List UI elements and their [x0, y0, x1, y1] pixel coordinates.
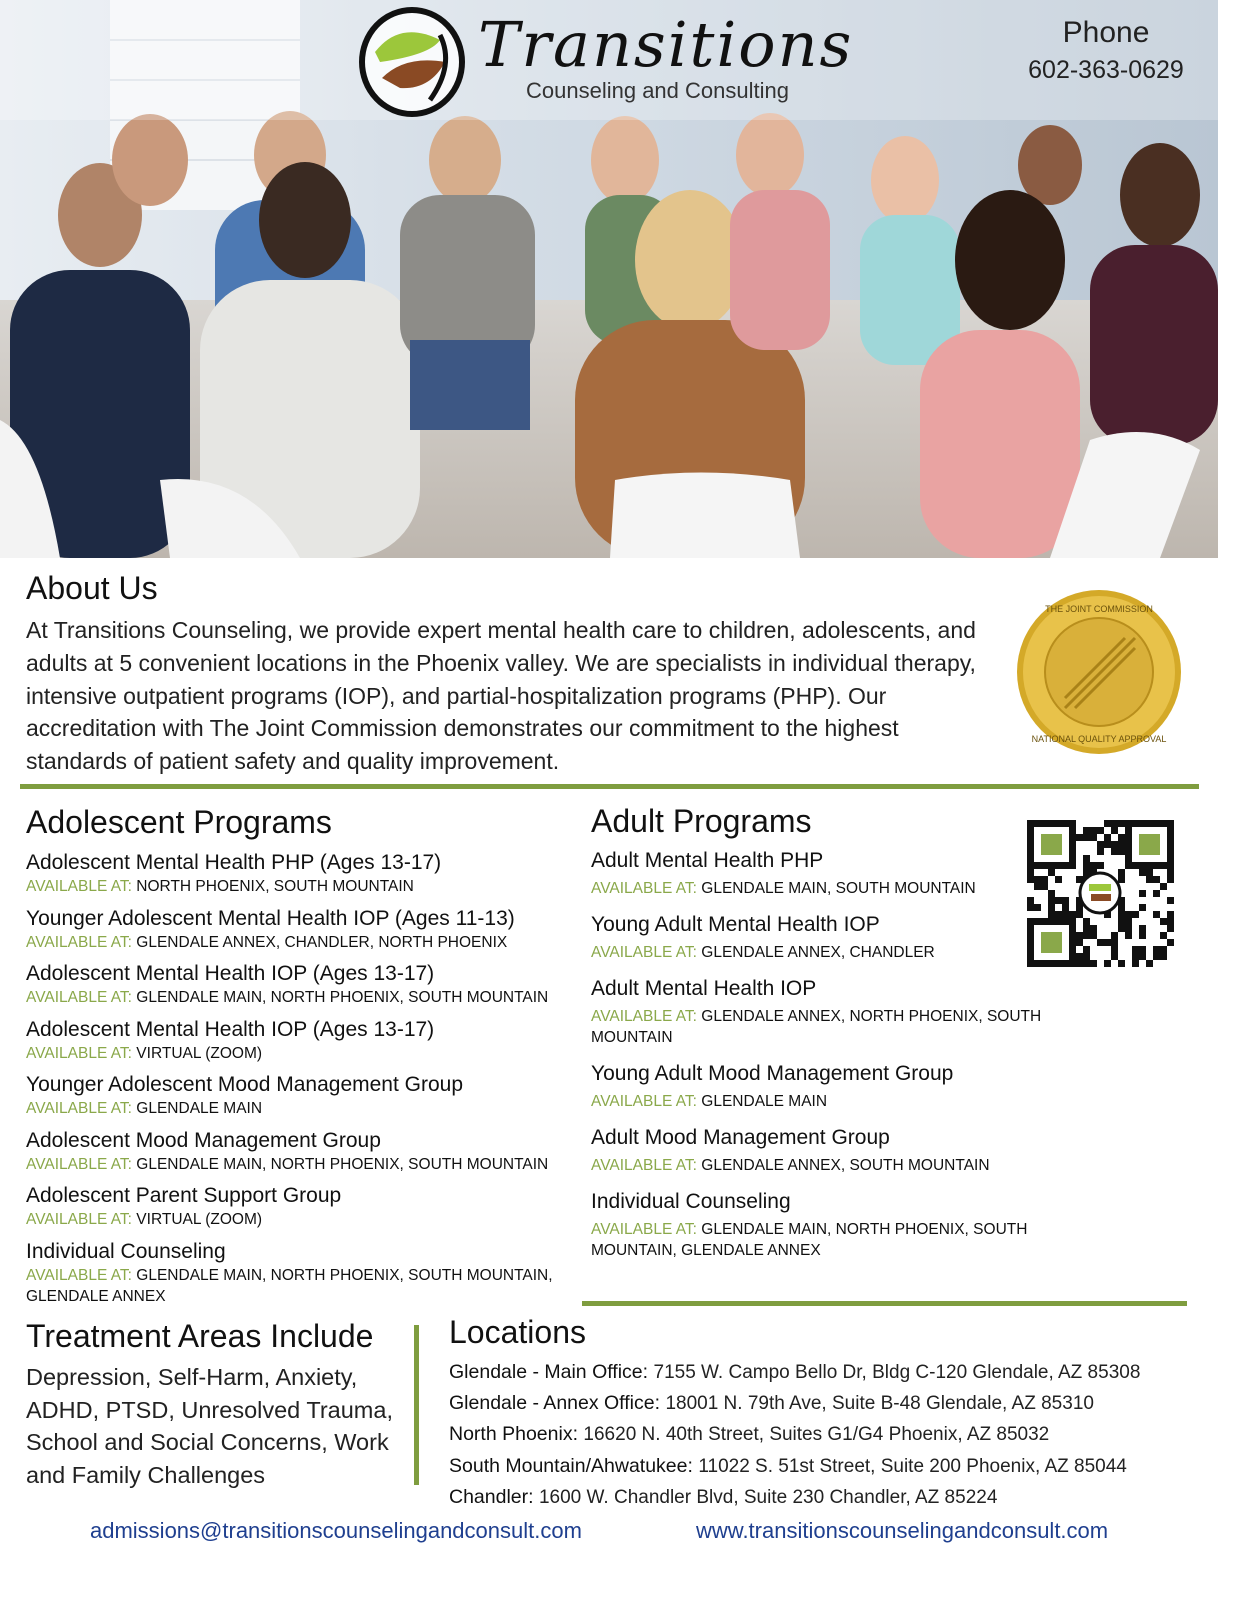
program-item — [591, 912, 1061, 963]
location-address: 1600 W. Chandler Blvd, Suite 230 Chandler, AZ 85224 — [538, 1486, 998, 1508]
available-at-label: AVAILABLE AT: — [591, 1093, 697, 1110]
phone-number[interactable]: 602-363-0629 — [1028, 56, 1184, 84]
about-body: At Transitions Counseling, we provide expert mental health care to children, adolescents, and adults at 5 convenient locations in the Phoenix valley. We are specialists in individual therapy, intensive outpatient programs (IOP), and partial-hospitalization programs (PHP). Our accreditation with The Joint Commission demonstrates our commitment to the highest standards of patient safety and quality improvement. — [26, 617, 976, 775]
location-item — [449, 1451, 1219, 1482]
program-title: Young Adult Mood Management Group — [591, 1062, 954, 1085]
program-title: Individual Counseling — [591, 1190, 791, 1213]
location-address: 16620 N. 40th Street, Suites G1/G4 Phoenix, AZ 85032 — [583, 1424, 1050, 1446]
available-at-label: AVAILABLE AT: — [26, 1044, 132, 1062]
program-item — [26, 850, 586, 906]
location-name: South Mountain/Ahwatukee: — [449, 1454, 693, 1477]
program-locations: GLENDALE MAIN — [701, 1093, 828, 1110]
adolescent-programs-heading: Adolescent Programs — [26, 804, 332, 840]
available-at-label: AVAILABLE AT: — [26, 878, 132, 895]
location-item — [449, 1482, 1219, 1513]
available-at-label: AVAILABLE AT: — [591, 1221, 697, 1238]
vertical-divider — [414, 1325, 419, 1485]
program-item — [591, 1189, 1061, 1261]
program-title: Young Adult Mental Health IOP — [591, 913, 880, 936]
location-address: 11022 S. 51st Street, Suite 200 Phoenix, AZ 85044 — [698, 1455, 1127, 1477]
program-availability — [26, 1043, 586, 1064]
program-availability — [591, 1006, 1061, 1048]
available-at-label: AVAILABLE AT: — [26, 1155, 132, 1173]
locations-list — [449, 1357, 1219, 1513]
available-at-label: AVAILABLE AT: — [591, 1008, 697, 1025]
svg-text:THE JOINT COMMISSION: THE JOINT COMMISSION — [1045, 604, 1153, 614]
location-address: 7155 W. Campo Bello Dr, Bldg C-120 Glendale, AZ 85308 — [653, 1362, 1141, 1383]
locations-heading: Locations — [449, 1314, 586, 1350]
program-locations: VIRTUAL (ZOOM) — [136, 1211, 263, 1228]
logo-subtitle: Counseling and Consulting — [526, 78, 789, 103]
program-locations: GLENDALE MAIN, NORTH PHOENIX, SOUTH MOUNTAIN — [136, 989, 549, 1006]
program-locations: GLENDALE MAIN, NORTH PHOENIX, SOUTH MOUNTAIN — [136, 1155, 549, 1173]
location-name: Chandler: — [449, 1485, 534, 1508]
program-availability — [591, 1219, 1061, 1261]
program-title: Younger Adolescent Mental Health IOP (Ages 11-13) — [26, 906, 515, 930]
program-locations: GLENDALE ANNEX, CHANDLER — [701, 944, 935, 961]
email-link[interactable]: admissions@transitionscounselingandconsult.com — [90, 1518, 582, 1543]
program-locations: GLENDALE ANNEX, NORTH PHOENIX, SOUTH MOUNTAIN — [591, 1008, 1042, 1046]
program-availability — [26, 1098, 586, 1119]
location-item — [449, 1388, 1219, 1419]
program-item — [26, 1183, 586, 1239]
program-title: Adolescent Mental Health PHP (Ages 13-17) — [26, 851, 442, 874]
program-availability — [591, 942, 1061, 963]
qr-code-icon[interactable] — [1025, 818, 1175, 968]
section-divider — [582, 1301, 1187, 1306]
program-title: Younger Adolescent Mood Management Group — [26, 1073, 464, 1096]
logo-wordmark: Transitions — [478, 8, 854, 81]
program-title: Individual Counseling — [26, 1239, 226, 1263]
website-link[interactable]: www.transitionscounselingandconsult.com — [696, 1518, 1109, 1543]
phone-label: Phone — [1062, 16, 1150, 49]
program-item — [26, 961, 586, 1017]
available-at-label: AVAILABLE AT: — [591, 944, 697, 961]
program-availability — [26, 1154, 586, 1175]
program-title: Adult Mental Health PHP — [591, 849, 824, 872]
adult-programs-heading: Adult Programs — [591, 803, 812, 839]
program-title: Adolescent Mood Management Group — [26, 1128, 381, 1152]
available-at-label: AVAILABLE AT: — [26, 1211, 132, 1228]
program-availability — [26, 1209, 586, 1230]
program-availability — [26, 876, 586, 897]
adolescent-program-list — [26, 850, 586, 1305]
joint-commission-seal-icon — [1015, 588, 1185, 758]
program-item — [591, 848, 1061, 899]
treatment-body: Depression, Self-Harm, Anxiety, ADHD, PTSD, Unresolved Trauma, School and Social Concerns, Work and Family Challenges — [26, 1364, 393, 1488]
program-locations: GLENDALE MAIN, NORTH PHOENIX, SOUTH MOUNTAIN, GLENDALE ANNEX — [591, 1221, 1028, 1259]
program-locations: GLENDALE MAIN, SOUTH MOUNTAIN — [701, 880, 976, 897]
program-title: Adolescent Parent Support Group — [26, 1184, 342, 1207]
program-item — [26, 1128, 586, 1184]
program-availability — [591, 1155, 1061, 1176]
program-locations: GLENDALE MAIN — [136, 1100, 263, 1117]
program-availability — [591, 1091, 1061, 1112]
program-title: Adolescent Mental Health IOP (Ages 13-17) — [26, 962, 435, 985]
about-heading: About Us — [26, 570, 158, 606]
program-item — [26, 1239, 586, 1305]
available-at-label: AVAILABLE AT: — [26, 1266, 132, 1284]
available-at-label: AVAILABLE AT: — [26, 1100, 132, 1117]
location-item — [449, 1419, 1219, 1450]
available-at-label: AVAILABLE AT: — [26, 933, 132, 951]
program-availability — [26, 1265, 586, 1307]
program-item — [26, 1017, 586, 1073]
program-item — [591, 1061, 1061, 1112]
program-item — [26, 906, 586, 962]
program-availability — [591, 878, 1061, 899]
program-title: Adult Mood Management Group — [591, 1126, 890, 1149]
location-name: Glendale - Annex Office: — [449, 1392, 661, 1415]
available-at-label: AVAILABLE AT: — [591, 880, 697, 897]
location-address: 18001 N. 79th Ave, Suite B-48 Glendale, AZ 85310 — [665, 1393, 1094, 1415]
program-locations: GLENDALE MAIN, NORTH PHOENIX, SOUTH MOUNTAIN, GLENDALE ANNEX — [26, 1266, 553, 1305]
program-locations: GLENDALE ANNEX, SOUTH MOUNTAIN — [701, 1157, 990, 1174]
program-locations: VIRTUAL (ZOOM) — [136, 1044, 263, 1062]
program-item — [591, 976, 1061, 1048]
program-availability — [26, 987, 586, 1008]
location-name: North Phoenix: — [449, 1423, 578, 1446]
program-locations: NORTH PHOENIX, SOUTH MOUNTAIN — [136, 878, 414, 895]
treatment-heading: Treatment Areas Include — [26, 1318, 374, 1354]
available-at-label: AVAILABLE AT: — [591, 1157, 697, 1174]
section-divider — [20, 784, 1199, 789]
logo-mark-icon — [362, 10, 462, 114]
program-availability — [26, 932, 586, 953]
adult-program-list — [591, 848, 1061, 1274]
program-item — [591, 1125, 1061, 1176]
location-item — [449, 1357, 1219, 1388]
program-title: Adolescent Mental Health IOP (Ages 13-17) — [26, 1017, 435, 1041]
program-item — [26, 1072, 586, 1128]
program-title: Adult Mental Health IOP — [591, 977, 817, 1000]
svg-text:NATIONAL QUALITY APPROVAL: NATIONAL QUALITY APPROVAL — [1031, 734, 1167, 744]
program-locations: GLENDALE ANNEX, CHANDLER, NORTH PHOENIX — [136, 933, 508, 951]
location-name: Glendale - Main Office: — [449, 1361, 649, 1383]
available-at-label: AVAILABLE AT: — [26, 989, 132, 1006]
